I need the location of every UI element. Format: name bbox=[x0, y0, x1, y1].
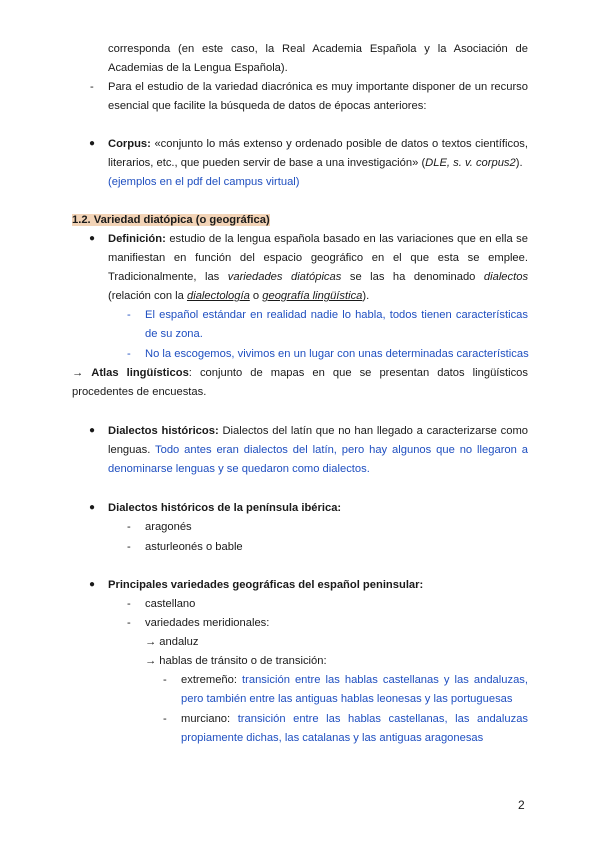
list-item: aragonés bbox=[145, 521, 192, 533]
definicion-note-1a: El español estándar en realidad nadie lo habla, todos tienen características bbox=[145, 309, 528, 321]
peninsula-heading-text: Dialectos históricos de la península ibérica: bbox=[108, 502, 342, 514]
corpus-note: (ejemplos en el pdf del campus virtual) bbox=[108, 176, 300, 188]
definicion-def-1: estudio de la lengua española basado en las variaciones que en ella se bbox=[169, 233, 528, 245]
dash-marker: - bbox=[127, 309, 131, 321]
def-4-dialectologia: dialectología bbox=[186, 290, 250, 302]
murciano-note-2: propiamente dichas, las catalanas y las antiguas aragonesas bbox=[181, 732, 484, 744]
murciano-line-1 bbox=[181, 712, 528, 726]
sub-item-transito bbox=[145, 654, 327, 668]
corpus-line-1 bbox=[108, 137, 528, 151]
dialectos-line-2 bbox=[108, 443, 528, 457]
corpus-def-1: «conjunto lo más extenso y ordenado posible de datos o textos científicos, bbox=[154, 138, 529, 150]
diacronica-line-1: Para el estudio de la variedad diacrónica es muy importante disponer de un recurso bbox=[108, 81, 528, 93]
extremeno-note-2: pero también entre las antiguas hablas leonesas y las portuguesas bbox=[181, 693, 513, 705]
def-3b: se las ha denominado bbox=[349, 271, 476, 283]
definicion-note-1b: de su zona. bbox=[145, 328, 203, 340]
extremeno-line-1 bbox=[181, 673, 528, 687]
murciano-term: murciano: bbox=[181, 713, 231, 725]
section-heading bbox=[72, 213, 270, 227]
extremeno-term: extremeño: bbox=[181, 674, 237, 686]
intro-line-1: corresponda (en este caso, la Real Academia Española y la Asociación de bbox=[108, 43, 528, 55]
list-item: asturleonés o bable bbox=[145, 541, 243, 553]
dash-marker: - bbox=[90, 81, 94, 93]
intro-line-2: Academias de la Lengua Española). bbox=[108, 62, 288, 74]
atlas-term: Atlas lingüísticos bbox=[91, 367, 189, 379]
dash-marker: - bbox=[127, 541, 131, 553]
bullet-icon: ● bbox=[89, 502, 96, 513]
def-4b: o bbox=[252, 290, 260, 302]
dash-marker: - bbox=[163, 713, 167, 725]
def-3a: Tradicionalmente, las bbox=[108, 271, 220, 283]
definicion-line-2: manifiestan en función del espacio geográfico en el que esta se emplee. bbox=[108, 252, 528, 264]
def-4c: ). bbox=[362, 290, 370, 302]
dialectos-term: Dialectos históricos: bbox=[108, 425, 219, 437]
corpus-line-2 bbox=[108, 156, 523, 170]
atlas-line-2: procedentes de encuestas. bbox=[72, 386, 207, 398]
corpus-def-2: literarios, etc., que pueden servir de base a una investigación» ( bbox=[108, 157, 426, 169]
dash-marker: - bbox=[127, 598, 131, 610]
bullet-icon: ● bbox=[89, 233, 96, 244]
extremeno-note-1: transición entre las hablas castellanas y las andaluzas, bbox=[242, 674, 529, 686]
dialectos-def-1: Dialectos del latín que no han llegado a caracterizarse como bbox=[222, 425, 528, 437]
atlas-line-1 bbox=[72, 366, 528, 380]
dash-marker: - bbox=[127, 521, 131, 533]
sub-item-andaluz bbox=[145, 635, 199, 649]
def-3-dialectos: dialectos bbox=[483, 271, 529, 283]
andaluz-label: andaluz bbox=[159, 636, 199, 648]
dialectos-line-1 bbox=[108, 424, 528, 438]
transito-label: hablas de tránsito o de transición: bbox=[159, 655, 327, 667]
dash-marker: - bbox=[163, 674, 167, 686]
page-number: 2 bbox=[518, 798, 525, 812]
def-4-geografia: geografía lingüística bbox=[262, 290, 363, 302]
bullet-icon: ● bbox=[89, 579, 96, 590]
definicion-line-3 bbox=[108, 270, 528, 284]
section-heading-text: 1.2. Variedad diatópica (o geográfica) bbox=[72, 214, 270, 226]
atlas-def-1: : conjunto de mapas en que se presentan datos lingüísticos bbox=[188, 367, 528, 379]
dialectos-note-1: Todo antes eran dialectos del latín, pero hay algunos que no llegaron a bbox=[155, 444, 528, 456]
arrow-icon: → bbox=[145, 636, 157, 648]
def-4a: (relación con la bbox=[108, 290, 184, 302]
definicion-note-2: No la escogemos, vivimos en un lugar con unas determinadas características bbox=[145, 348, 529, 360]
definicion-term: Definición: bbox=[108, 233, 166, 245]
corpus-term: Corpus: bbox=[108, 138, 151, 150]
dialectos-def-2a: lenguas. bbox=[108, 444, 151, 456]
dash-marker: - bbox=[127, 617, 131, 629]
corpus-def-2-end: ). bbox=[515, 157, 523, 169]
definicion-line-4 bbox=[108, 289, 369, 303]
principales-heading bbox=[108, 578, 423, 592]
arrow-icon: → bbox=[145, 655, 157, 667]
corpus-citation: DLE, s. v. corpus2 bbox=[425, 157, 516, 169]
peninsula-heading bbox=[108, 501, 341, 515]
dash-marker: - bbox=[127, 348, 131, 360]
arrow-icon: → bbox=[72, 367, 84, 379]
murciano-note-1: transición entre las hablas castellanas, las andaluzas bbox=[237, 713, 529, 725]
definicion-line-1 bbox=[108, 232, 528, 246]
diacronica-line-2: esencial que facilite la búsqueda de datos de épocas anteriores: bbox=[108, 100, 427, 112]
bullet-icon: ● bbox=[89, 138, 96, 149]
principales-heading-text: Principales variedades geográficas del español peninsular: bbox=[108, 579, 424, 591]
dialectos-note-2: denominarse lenguas y se quedaron como dialectos. bbox=[108, 463, 370, 475]
list-item: variedades meridionales: bbox=[145, 617, 270, 629]
bullet-icon: ● bbox=[89, 425, 96, 436]
def-3-italic: variedades diatópicas bbox=[227, 271, 342, 283]
list-item: castellano bbox=[145, 598, 196, 610]
